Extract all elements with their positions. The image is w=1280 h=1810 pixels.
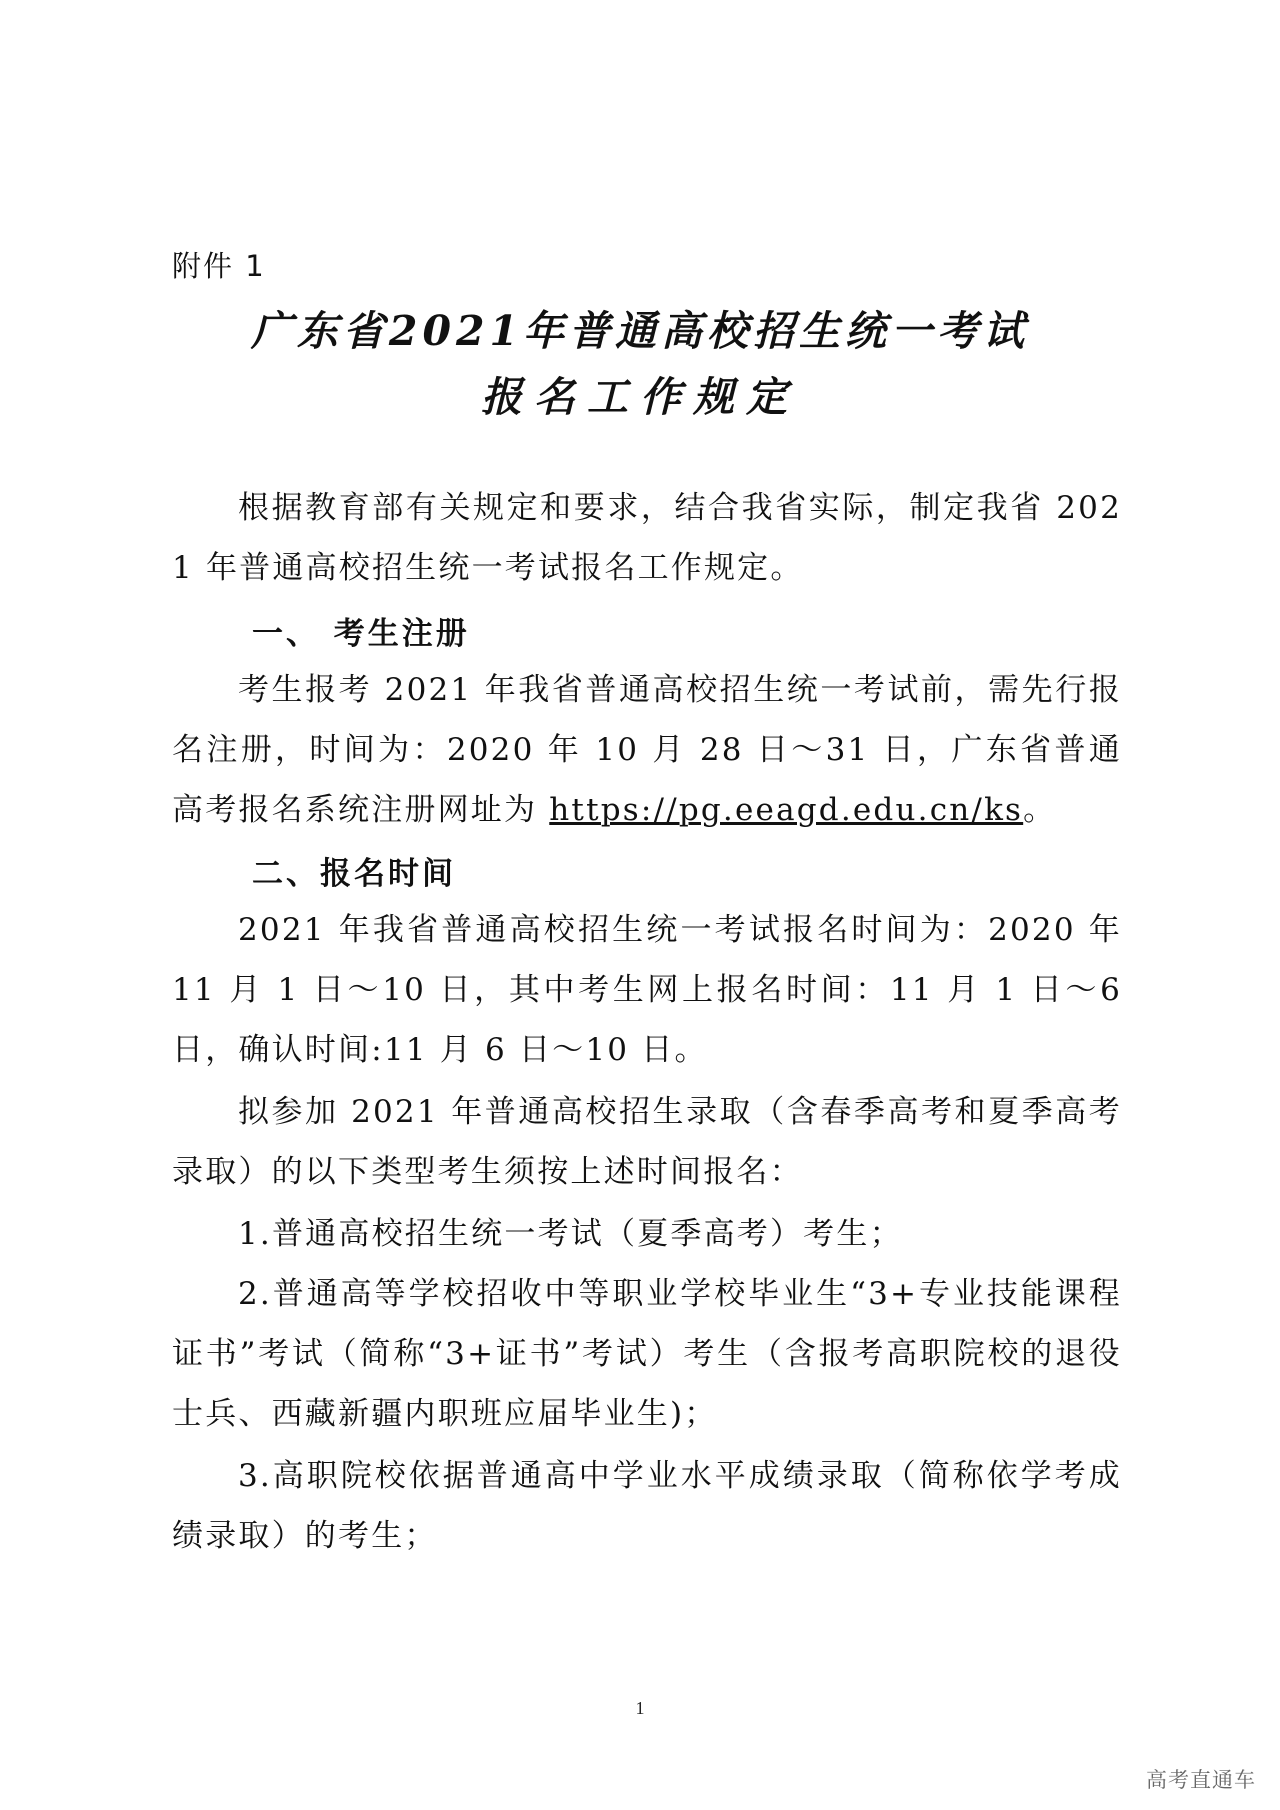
page-number: 1 [635, 1698, 645, 1718]
section-1-paragraph [172, 660, 1122, 840]
document-title-line-1: 广东省2021年普通高校招生统一考试 [250, 307, 1030, 355]
section-1-text-end: 。 [1023, 792, 1057, 828]
section-2-heading: 二、报名时间 [252, 856, 456, 892]
section-2-paragraph-1: 2021 年我省普通高校招生统一考试报名时间为：2020 年 11 月 1 日～10 日，其中考生网上报名时间：11 月 1 日～6 日，确认时间:11 月 6 日～10 日。 [172, 912, 1122, 1068]
list-item-2: 2.普通高等学校招收中等职业学校毕业生“3+专业技能课程证书”考试（简称“3+证书”考试）考生（含报考高职院校的退役士兵、西藏新疆内职班应届毕业生)； [172, 1276, 1122, 1432]
registration-link[interactable]: https://pg.eeagd.edu.cn/ks [549, 792, 1024, 828]
intro-paragraph: 根据教育部有关规定和要求，结合我省实际，制定我省 2021 年普通高校招生统一考试报名工作规定。 [172, 490, 1122, 586]
section-2-paragraph-2: 拟参加 2021 年普通高校招生录取（含春季高考和夏季高考录取）的以下类型考生须按上述时间报名： [172, 1094, 1122, 1190]
list-item-3: 3.高职院校依据普通高中学业水平成绩录取（简称依学考成绩录取）的考生； [172, 1458, 1122, 1554]
document-title-line-2: 报名工作规定 [481, 373, 799, 421]
section-1-heading: 一、 考生注册 [252, 616, 470, 652]
section-1-text: 考生报考 2021 年我省普通高校招生统一考试前，需先行报名注册，时间为：2020 年 10 月 28 日～31 日，广东省普通高考报名系统注册网址为 [172, 672, 1122, 828]
watermark: 高考直通车 [1146, 1768, 1256, 1792]
list-item-1: 1.普通高校招生统一考试（夏季高考）考生； [238, 1216, 903, 1252]
attachment-label: 附件 1 [172, 249, 266, 283]
